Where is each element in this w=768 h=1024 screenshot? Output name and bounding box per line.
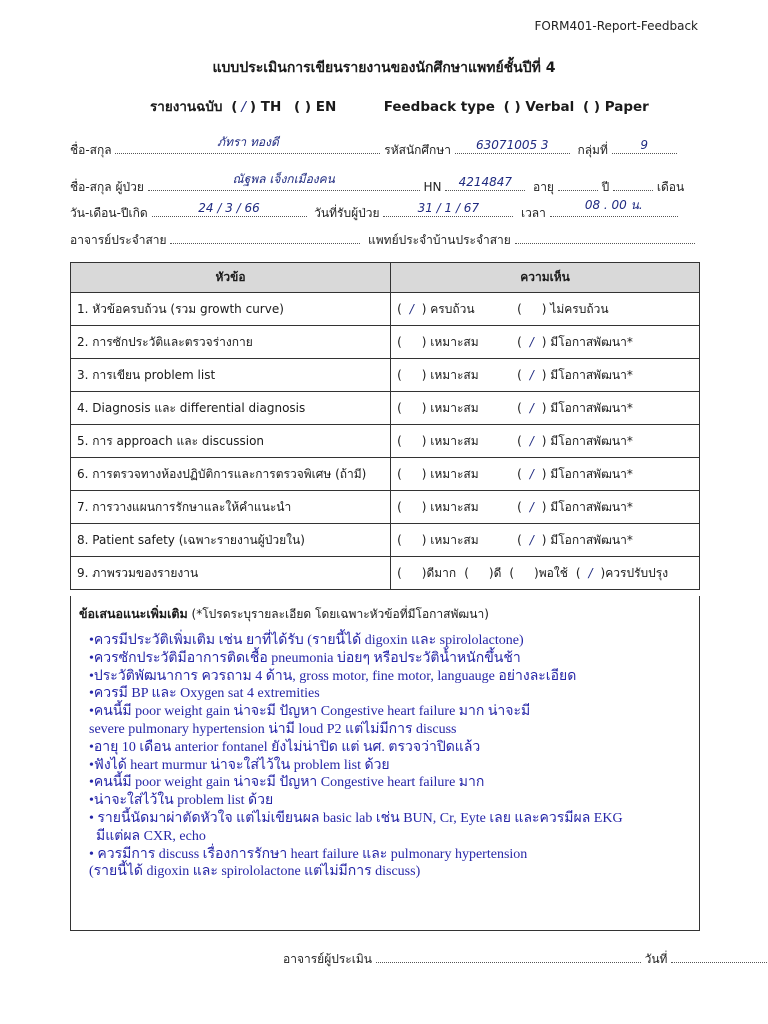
comment-line: (รายนี้ได้ digoxin และ spirololactone แต่ไม่มีการ discuss) [89,864,421,880]
overall-option[interactable]: ( )ดีมาก [397,565,457,580]
option-b-checkbox[interactable]: / [529,433,534,448]
option-b[interactable]: ( / ) มีโอกาสพัฒนา* [517,334,633,349]
option-b-checkbox[interactable]: / [529,532,534,547]
option-b-label: มีโอกาสพัฒนา* [550,466,633,481]
table-row [71,392,700,425]
option-b-checkbox[interactable]: / [529,367,534,382]
row-opinion [391,425,700,458]
option-a[interactable]: ( ) เหมาะสม [397,433,479,448]
overall-option-label: ดีมาก [426,565,457,580]
comment-line: •คนนี้มี poor weight gain น่าจะมี ปัญหา Congestive heart failure มาก น่าจะมี [89,704,531,720]
age-month-field[interactable] [613,178,653,191]
admit-time-field[interactable]: 08 . 00 น. [550,204,678,217]
table-row [71,458,700,491]
dates-info-row: วัน-เดือน-ปีเกิด 24 / 3 / 66 วันที่รับผู้ป่วย 31 / 1 / 67 เวลา 08 . 00 น. [70,204,678,223]
table-row [71,359,700,392]
row-opinion [391,524,700,557]
opinion-header: ความเห็น [391,263,700,293]
option-b[interactable]: ( / ) มีโอกาสพัฒนา* [517,532,633,547]
option-b-label: ไม่ครบถ้วน [550,301,609,316]
option-a[interactable]: ( / ) ครบถ้วน [397,301,475,316]
paper-option: ( ) Paper [582,99,649,115]
evaluator-signature-field[interactable] [376,950,641,963]
form-code: FORM401-Report-Feedback [534,19,698,33]
row-opinion [391,491,700,524]
option-a[interactable]: ( ) เหมาะสม [397,466,479,481]
row-opinion [391,326,700,359]
table-row [71,425,700,458]
row-opinion [391,458,700,491]
overall-option-label: ดี [493,565,502,580]
overall-option[interactable]: ( )ดี [464,565,502,580]
row-topic: 2. การซักประวัติและตรวจร่างกาย [71,326,391,359]
option-b-label: มีโอกาสพัฒนา* [550,433,633,448]
row-topic: 5. การ approach และ discussion [71,425,391,458]
advisor-field[interactable] [170,231,360,244]
option-a[interactable]: ( ) เหมาะสม [397,400,479,415]
option-a-label: เหมาะสม [430,367,479,382]
comment-line: •ควรซักประวัติมีอาการติดเชื้อ pneumonia บ่อยๆ หรือประวัติน้ำหนักขึ้นช้า [89,650,521,666]
table-header-row [71,263,700,293]
row-opinion [391,293,700,326]
option-b[interactable]: ( / ) มีโอกาสพัฒนา* [517,367,633,382]
comment-line: •ควรมีประวัติเพิ่มเติม เช่น ยาที่ได้รับ (รายนี้ได้ digoxin และ spirololactone) [89,633,524,648]
report-copy-line [150,95,653,117]
option-b[interactable]: ( / ) มีโอกาสพัฒนา* [517,433,633,448]
hn-field[interactable]: 4214847 [445,178,525,191]
option-b-checkbox[interactable]: / [529,400,534,415]
comment-line: severe pulmonary hypertension น่ามี loud P2 แต่ไม่มีการ discuss [89,721,457,737]
option-a-label: เหมาะสม [430,466,479,481]
resident-field[interactable] [515,231,695,244]
group-field[interactable]: 9 [612,141,677,154]
th-check-mark: / [241,99,246,115]
comments-box [70,596,700,931]
comment-line: • ควรมีการ discuss เรื่องการรักษา heart failure และ pulmonary hypertension [89,846,528,862]
comment-line: มีแต่ผล CXR, echo [89,828,206,844]
topic-header: หัวข้อ [71,263,391,293]
comment-line: •น่าจะใส่ไว้ใน problem list ด้วย [89,793,274,809]
comment-line: •ประวัติพัฒนาการ ควรถาม 4 ด้าน, gross motor, fine motor, languauge อย่างละเอียด [89,668,577,684]
comments-body [89,632,689,881]
student-id-field[interactable]: 63071005 3 [455,141,570,154]
comment-line: •ควรมี BP และ Oxygen sat 4 extremities [89,686,320,702]
option-a[interactable]: ( ) เหมาะสม [397,367,479,382]
table-row [71,326,700,359]
option-a[interactable]: ( ) เหมาะสม [397,334,479,349]
option-b-checkbox[interactable]: / [529,466,534,481]
row-topic: 1. หัวข้อครบถ้วน (รวม growth curve) [71,293,391,326]
comments-heading: ข้อเสนอแนะเพิ่มเติม (*โปรดระบุรายละเอียด โดยเฉพาะหัวข้อที่มีโอกาสพัฒนา) [79,606,489,621]
table-row [71,293,700,326]
row-opinion [391,557,700,590]
overall-option[interactable]: ( )พอใช้ [509,565,568,580]
overall-option-label: พอใช้ [538,565,568,580]
en-option: ( ) EN [294,99,337,115]
option-a-checkbox[interactable]: / [409,301,414,316]
student-info-row: ชื่อ-สกุล ภัทรา ทองดี รหัสนักศึกษา 63071005 3 กลุ่มที่ 9 [70,141,677,160]
table-row-overall [71,557,700,590]
option-b[interactable]: ( ) ไม่ครบถ้วน [517,301,609,316]
row-opinion [391,359,700,392]
patient-name-field[interactable]: ณัฐพล เจ็งกเมืองคน [148,178,420,191]
patient-info-row: ชื่อ-สกุล ผู้ป่วย ณัฐพล เจ็งกเมืองคน HN 4214847 อายุ ปี เดือน [70,172,685,194]
table-row [71,524,700,557]
comment-line: •อายุ 10 เดือน anterior fontanel ยังไม่น่าปิด แต่ นศ. ตรวจว่าปิดแล้ว [89,739,481,755]
option-b-checkbox[interactable]: / [529,334,534,349]
verbal-option: ( ) Verbal [503,99,575,115]
table-row [71,491,700,524]
overall-option[interactable]: ( / )ควรปรับปรุง [575,565,669,580]
row-topic: 3. การเขียน problem list [71,359,391,392]
evaluation-date-field[interactable] [671,950,768,963]
option-a-label: เหมาะสม [430,499,479,514]
row-opinion [391,392,700,425]
option-a-label: เหมาะสม [430,433,479,448]
comment-line: •คนนี้มี poor weight gain น่าจะมี ปัญหา Congestive heart failure มาก [89,775,485,791]
form-title: แบบประเมินการเขียนรายงานของนักศึกษาแพทย์ชั้นปีที่ 4 [212,60,556,76]
comment-line: •ฟังได้ heart murmur น่าจะใส่ไว้ใน problem list ด้วย [89,757,390,773]
row-topic: 6. การตรวจทางห้องปฏิบัติการและการตรวจพิเศษ (ถ้ามี) [71,458,391,491]
option-b-label: มีโอกาสพัฒนา* [550,367,633,382]
option-b[interactable]: ( / ) มีโอกาสพัฒนา* [517,400,633,415]
dob-field[interactable]: 24 / 3 / 66 [152,204,307,217]
option-b-label: มีโอกาสพัฒนา* [550,400,633,415]
age-year-field[interactable] [558,178,598,191]
option-a-label: ครบถ้วน [430,301,475,316]
row-topic: 7. การวางแผนการรักษาและให้คำแนะนำ [71,491,391,524]
copy-label: รายงานฉบับ [150,99,223,115]
student-name-field[interactable]: ภัทรา ทองดี [115,141,380,154]
signature-line: อาจารย์ผู้ประเมิน วันที่ [283,950,768,969]
admit-date-field[interactable]: 31 / 1 / 67 [383,204,513,217]
option-a-label: เหมาะสม [430,532,479,547]
th-option: ( / ) TH [231,99,282,115]
option-a-label: เหมาะสม [430,334,479,349]
option-b[interactable]: ( / ) มีโอกาสพัฒนา* [517,499,633,514]
option-a[interactable]: ( ) เหมาะสม [397,499,479,514]
option-a-label: เหมาะสม [430,400,479,415]
advisor-info-row: อาจารย์ประจำสาย แพทย์ประจำบ้านประจำสาย [70,231,695,250]
row-topic: 4. Diagnosis และ differential diagnosis [71,392,391,425]
evaluation-table [70,262,700,590]
overall-option-checkbox[interactable]: / [588,565,593,580]
option-b-label: มีโอกาสพัฒนา* [550,499,633,514]
row-topic: 8. Patient safety (เฉพาะรายงานผู้ป่วยใน) [71,524,391,557]
option-a[interactable]: ( ) เหมาะสม [397,532,479,547]
option-b-label: มีโอกาสพัฒนา* [550,532,633,547]
overall-option-label: ควรปรับปรุง [605,565,669,580]
option-b-label: มีโอกาสพัฒนา* [550,334,633,349]
option-b[interactable]: ( / ) มีโอกาสพัฒนา* [517,466,633,481]
row-topic: 9. ภาพรวมของรายงาน [71,557,391,590]
option-b-checkbox[interactable]: / [529,499,534,514]
comment-line: • รายนี้นัดมาผ่าตัดหัวใจ แต่ไม่เขียนผล basic lab เช่น BUN, Cr, Eyte เลย และควรมีผล EKG [89,810,623,826]
feedback-type-label: Feedback type [383,99,495,115]
